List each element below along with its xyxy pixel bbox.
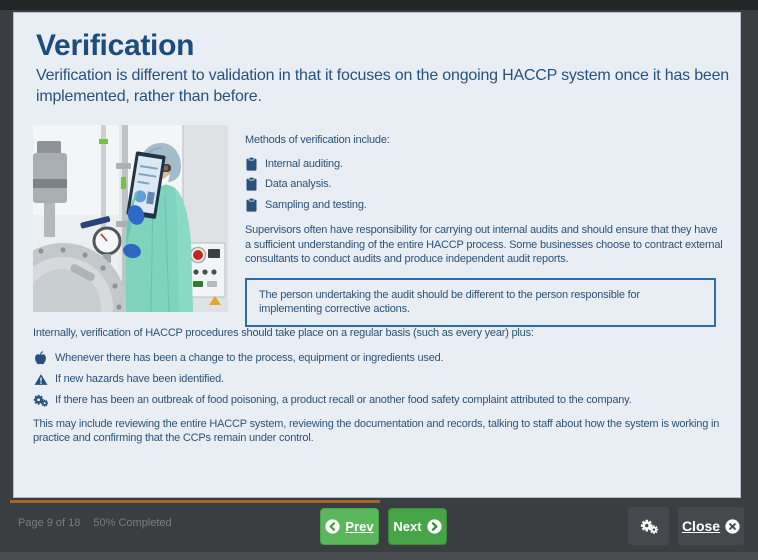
progress-bar-fill [10, 500, 380, 503]
trigger-text: If there has been an outbreak of food poisoning, a product recall or another food safety complaint attributed to the company. [55, 393, 632, 406]
chevron-left-circle-icon [325, 519, 340, 534]
slide-panel [14, 13, 740, 497]
callout-box [245, 278, 716, 327]
clipboard-icon [245, 177, 257, 191]
prev-button-label: Prev [345, 519, 374, 534]
methods-list [245, 157, 725, 213]
bottom-strip [0, 552, 758, 560]
cleanroom-photo-illustration [33, 125, 228, 312]
settings-cogs-icon [640, 519, 658, 534]
list-item-label: Sampling and testing. [265, 198, 367, 211]
bottom-section [33, 326, 735, 446]
cleanroom-worker-photo [33, 125, 228, 312]
supervisors-paragraph: Supervisors often have responsibility for carrying out internal audits and should ensure that they have a sufficient understanding of the entire HACCP process. Some businesses choose to contract external consultants to conduct audits and produce independent audit reports. [245, 224, 723, 265]
internal-verification-intro: Internally, verification of HACCP procedures should take place on a regular basis (such as every year) plus: [33, 327, 534, 339]
close-button-label: Close [681, 518, 721, 534]
right-column [245, 133, 725, 327]
page-title: Verification [36, 29, 195, 62]
apple-icon [33, 351, 48, 365]
list-item-label: Internal auditing. [265, 157, 343, 170]
trigger-text: If new hazards have been identified. [55, 372, 224, 385]
clipboard-icon [245, 157, 257, 171]
chevron-right-circle-icon [427, 519, 442, 534]
next-button-label: Next [393, 519, 422, 534]
prev-button[interactable] [320, 508, 379, 545]
trigger-row [33, 371, 735, 388]
list-item-label: Data analysis. [265, 178, 332, 190]
settings-button[interactable] [628, 507, 669, 545]
completion-status: 50% Completed [93, 517, 172, 529]
closing-paragraph: This may include reviewing the entire HACCP system, reviewing the documentation and records, talking to staff about how the system is working in practice and confirming that the CCPs remain under control. [33, 417, 720, 444]
list-item [245, 198, 725, 213]
page-subtitle: Verification is different to validation in that it focuses on the ongoing HACCP system once it has been implemented, rather than before. [36, 67, 730, 105]
footer-status [18, 517, 172, 529]
page-status: Page 9 of 18 [18, 517, 81, 529]
top-bar [0, 0, 758, 10]
close-circle-icon [725, 519, 740, 534]
list-item [245, 157, 725, 172]
close-button[interactable] [678, 507, 744, 545]
list-item [245, 177, 725, 192]
trigger-row [33, 392, 735, 409]
callout-text: The person undertaking the audit should be different to the person responsible for implementing corrective actions. [259, 288, 640, 315]
methods-heading: Methods of verification include: [245, 134, 390, 146]
cogs-icon [33, 394, 48, 407]
progress-bar [10, 500, 750, 503]
clipboard-icon [245, 198, 257, 212]
warning-triangle-icon [33, 373, 48, 386]
trigger-text: Whenever there has been a change to the process, equipment or ingredients used. [55, 351, 444, 364]
next-button[interactable] [388, 508, 447, 545]
trigger-row [33, 350, 735, 367]
